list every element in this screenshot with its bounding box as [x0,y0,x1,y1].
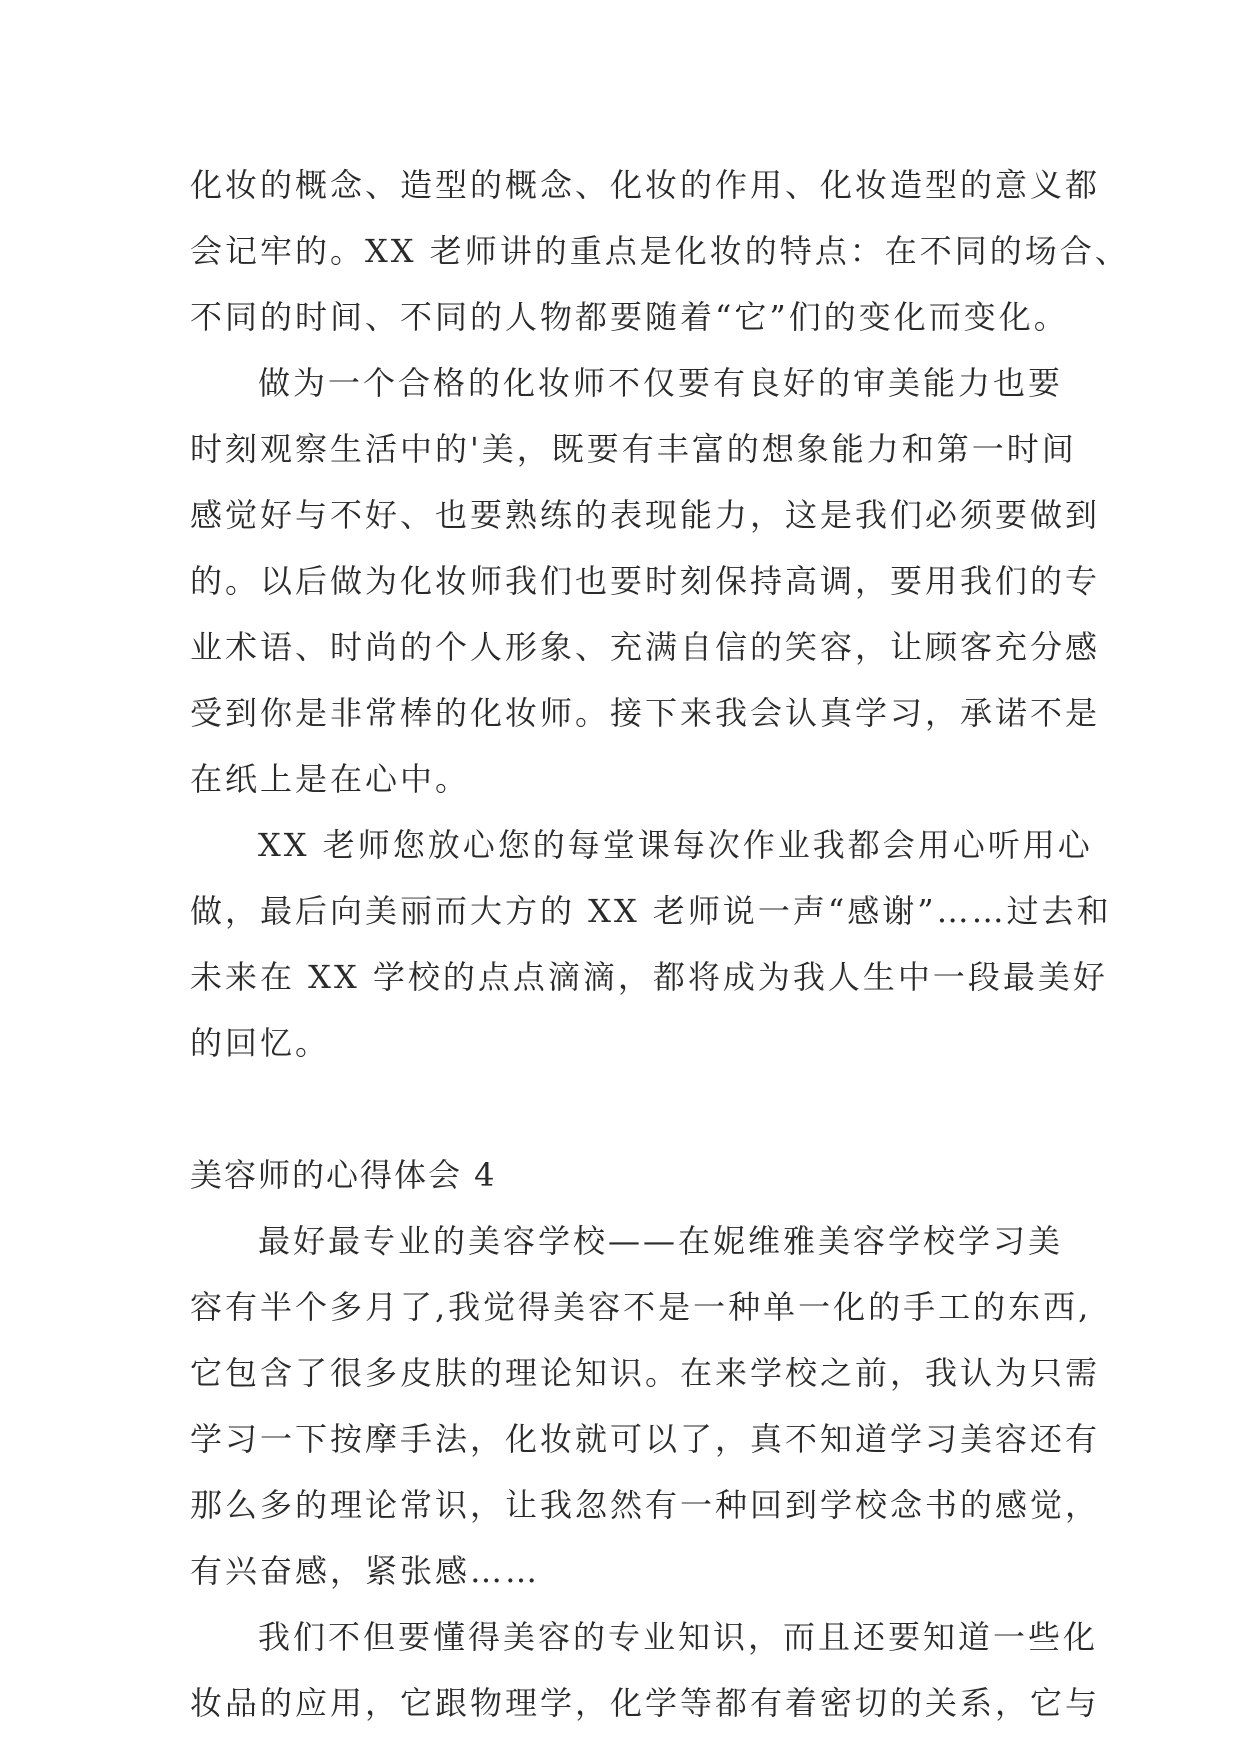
paragraph-line: 受到你是非常棒的化妆师。接下来我会认真学习，承诺不是 [190,694,1101,732]
paragraph-line: 时刻观察生活中的'美，既要有丰富的想象能力和第一时间 [190,430,1077,468]
paragraph-line: 业术语、时尚的个人形象、充满自信的笑容，让顾客充分感 [190,628,1101,666]
paragraph-line: 那么多的理论常识，让我忽然有一种回到学校念书的感觉， [190,1486,1101,1524]
paragraph-line: 有兴奋感，紧张感…… [190,1552,541,1590]
section-heading: 美容师的心得体会 4 [190,1156,497,1194]
paragraph-line: 化妆的概念、造型的概念、化妆的作用、化妆造型的意义都 [190,166,1101,204]
paragraph-line: XX 老师您放心您的每堂课每次作业我都会用心听用心 [258,826,1093,864]
paragraph-line: 妆品的应用，它跟物理学，化学等都有着密切的关系，它与 [190,1684,1101,1722]
paragraph-line: 的回忆。 [190,1024,331,1062]
paragraph-3 [190,812,1112,1076]
paragraph-line: 不同的时间、不同的人物都要随着“它”们的变化而变化。 [190,298,1069,336]
paragraph-line: 在纸上是在心中。 [190,760,471,798]
paragraph-line: 会记牢的。XX 老师讲的重点是化妆的特点：在不同的场合、 [190,232,1130,270]
section-paragraph-1 [190,1208,1101,1604]
paragraph-1 [190,152,1130,350]
paragraph-2 [190,350,1101,812]
paragraph-line: 学习一下按摩手法，化妆就可以了，真不知道学习美容还有 [190,1420,1101,1458]
paragraph-line: 我们不但要懂得美容的专业知识，而且还要知道一些化 [258,1618,1099,1656]
paragraph-line: 最好最专业的美容学校——在妮维雅美容学校学习美 [258,1222,1064,1260]
paragraph-line: 感觉好与不好、也要熟练的表现能力，这是我们必须要做到 [190,496,1101,534]
paragraph-line: 的。以后做为化妆师我们也要时刻保持高调，要用我们的专 [190,562,1101,600]
paragraph-line: 它包含了很多皮肤的理论知识。在来学校之前，我认为只需 [190,1354,1101,1392]
paragraph-line: 做为一个合格的化妆师不仅要有良好的审美能力也要 [258,364,1064,402]
paragraph-line: 容有半个多月了,我觉得美容不是一种单一化的手工的东西, [190,1288,1092,1326]
section-paragraph-2 [190,1604,1101,1736]
document-body [190,152,1130,1736]
paragraph-line: 未来在 XX 学校的点点滴滴，都将成为我人生中一段最美好 [190,958,1108,996]
paragraph-line: 做，最后向美丽而大方的 XX 老师说一声“感谢”……过去和 [190,892,1112,930]
blank-line [190,1076,1060,1142]
